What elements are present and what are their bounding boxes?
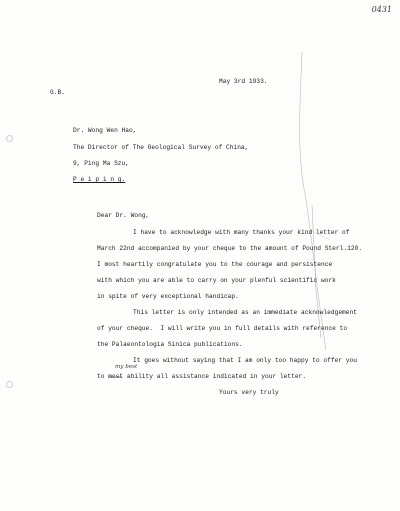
- salutation: Dear Dr. Wong,: [97, 212, 150, 219]
- recipient-title: The Director of The Geological Survey of China,: [73, 144, 249, 151]
- body-line: to most ability all assistance indicated in your letter.: [97, 373, 307, 380]
- archive-number: 0431: [371, 5, 392, 14]
- body-line: I have to acknowledge with many thanks your kind letter of: [133, 229, 350, 236]
- body-line: March 22nd accompanied by your cheque to the amount of Pound Sterl.120.: [97, 245, 363, 252]
- body-line: in spite of very exceptional handicap.: [97, 293, 239, 300]
- recipient-name: Dr. Wong Wen Hao,: [73, 127, 137, 134]
- body-line: It goes without saying that I am only too happy to offer you: [133, 357, 357, 364]
- recipient-city: P e i p i n g.: [73, 176, 126, 183]
- body-line: This letter is only intended as an immediate acknowledgement: [133, 309, 357, 316]
- closing: Yours very truly: [219, 389, 279, 396]
- body-line: with which you are able to carry on your plenful scientific work: [97, 277, 336, 284]
- letter-date: May 3rd 1933.: [219, 78, 268, 85]
- body-line: of your cheque. I will write you in full details with reference to: [97, 325, 348, 332]
- sender-initials: G.B.: [50, 89, 65, 96]
- recipient-street: 9, Ping Ma Szu,: [73, 160, 129, 167]
- body-line: the Palaeontologia Sinica publications.: [97, 341, 243, 348]
- handwritten-insert: my best: [115, 364, 138, 370]
- body-line: I most heartily congratulate you to the courage and persistence: [97, 261, 333, 268]
